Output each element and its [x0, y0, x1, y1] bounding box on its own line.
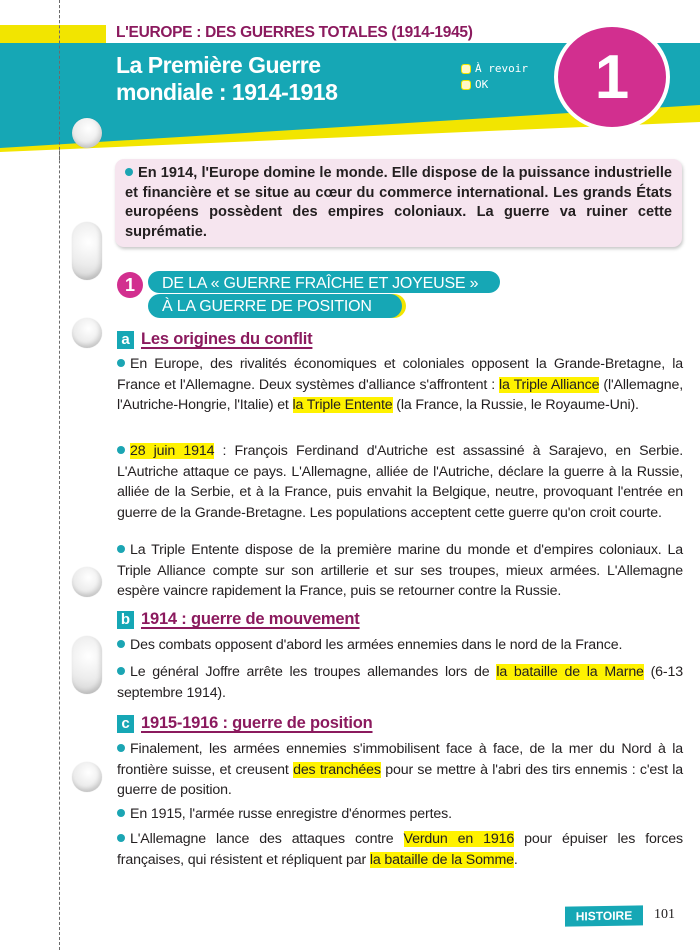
- highlight-term: la bataille de la Marne: [496, 664, 644, 680]
- bullet-icon: [117, 545, 125, 553]
- subsection-letter: a: [117, 331, 134, 349]
- text: pour épuiser les forces françaises, qui résistent et répliquent par: [117, 831, 683, 868]
- text: pour se mettre à l'abri des tirs ennemis : c'est la guerre de position.: [117, 761, 683, 798]
- subsection-heading-b: [117, 610, 360, 629]
- subsection-letter: b: [117, 611, 134, 629]
- chapter-kicker: L'EUROPE : DES GUERRES TOTALES (1914-1945): [116, 24, 473, 41]
- checkbox-icon[interactable]: [461, 80, 471, 90]
- binder-hole: [72, 318, 102, 348]
- bullet-icon: [125, 168, 133, 176]
- section-title-line2: À LA GUERRE DE POSITION: [162, 298, 372, 315]
- text: (la France, la Russie, le Royaume-Uni).: [392, 397, 639, 413]
- text: Le général Joffre arrête les troupes allemandes lors de: [130, 664, 497, 680]
- paragraph: [117, 354, 683, 416]
- paragraph: [117, 739, 683, 801]
- text: La Triple Entente dispose de la première marine du monde et d'empires coloniaux. La Triple Alliance compte sur son artillerie et sur ses troupes, mieux armées. L'Allemagne espère vaincre rapidement la France, puis se retourner contre la Russie.: [117, 542, 683, 599]
- paragraph: [117, 804, 683, 825]
- margin-dotted-line-top: [59, 0, 60, 160]
- section-number-badge: 1: [117, 272, 143, 298]
- subsection-title: 1914 : guerre de mouvement: [141, 610, 360, 628]
- highlight-term: Verdun en 1916: [403, 831, 515, 847]
- bullet-icon: [117, 359, 125, 367]
- page-title-line1: La Première Guerre: [116, 52, 321, 78]
- bullet-icon: [117, 834, 125, 842]
- intro-box: [115, 159, 682, 247]
- chapter-number-badge: 1: [554, 23, 670, 131]
- text: .: [513, 851, 518, 868]
- subsection-title: Les origines du conflit: [141, 330, 313, 348]
- review-checklist: [461, 61, 528, 93]
- page-number: 101: [654, 907, 675, 922]
- review-option-label: À revoir: [475, 62, 528, 75]
- review-option-revoir[interactable]: [461, 61, 528, 77]
- subsection-title: 1915-1916 : guerre de position: [141, 714, 373, 732]
- binder-hole: [72, 636, 102, 694]
- bullet-icon: [117, 744, 125, 752]
- binder-hole: [72, 762, 102, 792]
- highlight-term: 28 juin 1914: [130, 443, 215, 459]
- binder-hole: [72, 118, 102, 148]
- text: : François Ferdinand d'Autriche est assassiné à Sarajevo, en Serbie. L'Autriche attaque ce pays. L'Allemagne, alliée de l'Autriche, déclare la guerre à la Russie, alliée de la Serbie, et à la France, puis envahit la Belgique, neutre, provoquant l'entrée en guerre de la Grande-Bretagne. Les populations acceptent cette guerre qu'on croit courte.: [117, 443, 683, 521]
- checkbox-icon[interactable]: [461, 64, 471, 74]
- paragraph: [117, 662, 683, 703]
- subject-tag: HISTOIRE: [565, 905, 643, 926]
- highlight-term: la Triple Alliance: [499, 376, 600, 393]
- text: Finalement, les armées ennemies s'immobilisent face à face, de la mer du Nord à la frontière suisse, et creusent: [117, 741, 683, 778]
- section-title-line1: DE LA « GUERRE FRAÎCHE ET JOYEUSE »: [162, 275, 479, 292]
- text: (l'Allemagne, l'Autriche-Hongrie, l'Italie) et: [117, 376, 684, 413]
- bullet-icon: [117, 667, 125, 675]
- highlight-term: la Triple Entente: [292, 397, 393, 413]
- text: En Europe, des rivalités économiques et coloniales opposent la Grande-Bretagne, la France et l'Allemagne. Deux systèmes d'alliance s'affrontent :: [117, 356, 683, 393]
- subsection-heading-c: [117, 714, 373, 733]
- subsection-letter: c: [117, 715, 134, 733]
- bullet-icon: [117, 809, 125, 817]
- paragraph: [117, 829, 683, 870]
- page-title-line2: mondiale : 1914-1918: [116, 79, 338, 105]
- text: L'Allemagne lance des attaques contre: [130, 831, 404, 847]
- section-title: [162, 273, 478, 318]
- subsection-heading-a: [117, 330, 312, 349]
- text: Des combats opposent d'abord les armées ennemies dans le nord de la France.: [130, 637, 623, 653]
- intro-text: En 1914, l'Europe domine le monde. Elle dispose de la puissance industrielle et financière et se situe au cœur du commerce international. Les grands États européens possèdent des empires coloniaux. La guerre va ruiner cette suprématie.: [125, 165, 672, 240]
- review-option-ok[interactable]: [461, 77, 528, 93]
- paragraph: [117, 635, 683, 656]
- review-option-label: OK: [475, 78, 489, 91]
- paragraph: [117, 441, 683, 523]
- page-title: [116, 52, 337, 106]
- binder-hole: [72, 222, 102, 280]
- bullet-icon: [117, 640, 125, 648]
- text: En 1915, l'armée russe enregistre d'énormes pertes.: [130, 806, 452, 822]
- paragraph: [117, 540, 683, 602]
- highlight-term: des tranchées: [293, 761, 381, 778]
- highlight-term: la bataille de la Somme: [369, 851, 514, 868]
- bullet-icon: [117, 446, 125, 454]
- binder-hole: [72, 567, 102, 597]
- text: (6-13 septembre 1914).: [117, 664, 683, 701]
